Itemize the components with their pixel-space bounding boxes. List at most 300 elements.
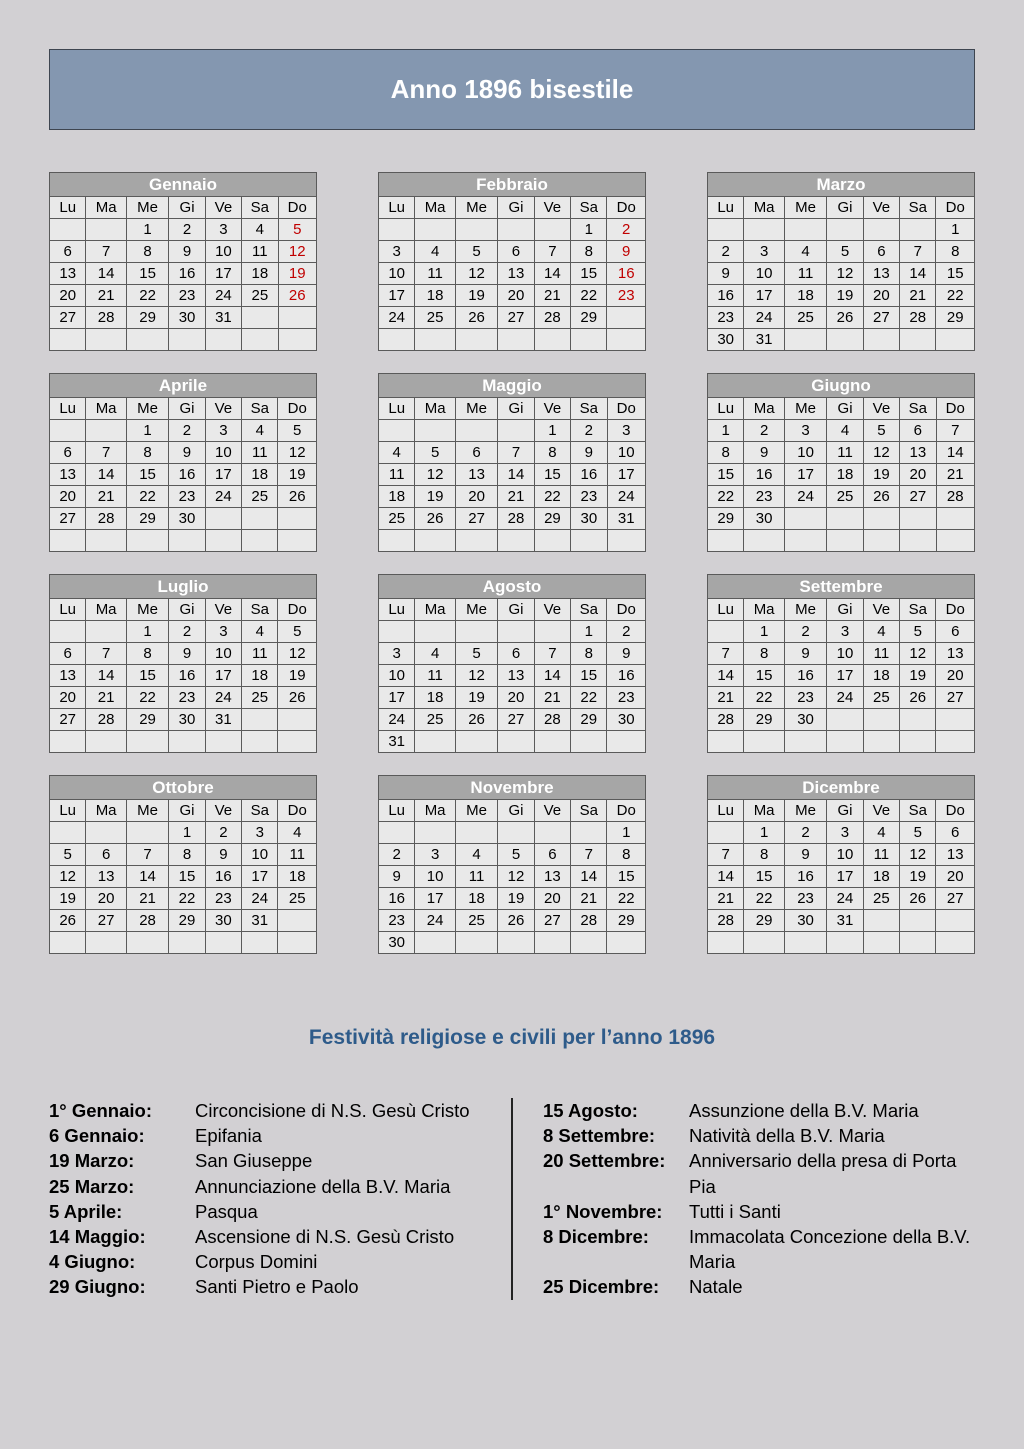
day-cell xyxy=(415,530,455,552)
holidays-heading: Festività religiose e civili per l’anno 1896 xyxy=(308,1026,716,1049)
day-cell: 10 xyxy=(205,643,241,665)
day-cell xyxy=(498,822,534,844)
day-cell: 8 xyxy=(708,442,744,464)
day-cell xyxy=(827,508,863,530)
day-cell xyxy=(936,329,975,351)
weekday-header: Lu xyxy=(50,599,86,621)
day-cell: 15 xyxy=(126,665,168,687)
day-cell: 7 xyxy=(86,241,126,263)
day-cell: 24 xyxy=(205,285,241,307)
weekday-header: Ve xyxy=(205,398,241,420)
day-cell: 11 xyxy=(784,263,826,285)
weekday-header: Gi xyxy=(827,800,863,822)
day-cell xyxy=(784,731,826,753)
day-cell: 13 xyxy=(86,866,126,888)
day-cell: 5 xyxy=(50,844,86,866)
day-cell: 14 xyxy=(86,464,126,486)
calendar-title: Anno 1896 bisestile xyxy=(49,49,975,130)
weekday-header: Ve xyxy=(863,197,899,219)
day-cell: 1 xyxy=(744,822,784,844)
day-cell xyxy=(169,530,205,552)
day-cell xyxy=(242,932,278,954)
day-cell: 19 xyxy=(455,687,497,709)
day-cell: 17 xyxy=(205,263,241,285)
day-cell: 13 xyxy=(455,464,497,486)
day-cell: 3 xyxy=(379,643,415,665)
day-cell xyxy=(534,932,570,954)
day-cell: 25 xyxy=(415,307,455,329)
day-cell: 21 xyxy=(936,464,974,486)
holiday-row xyxy=(49,1274,485,1299)
day-cell xyxy=(827,932,863,954)
day-cell: 28 xyxy=(498,508,534,530)
day-cell: 2 xyxy=(708,241,744,263)
day-cell: 10 xyxy=(379,665,415,687)
day-cell: 30 xyxy=(744,508,784,530)
day-cell: 21 xyxy=(534,687,570,709)
day-cell: 14 xyxy=(936,442,974,464)
weekday-header: Lu xyxy=(708,398,744,420)
day-cell: 6 xyxy=(534,844,570,866)
day-cell: 1 xyxy=(936,219,975,241)
weekday-header: Ma xyxy=(744,398,784,420)
day-cell xyxy=(827,219,863,241)
holiday-name: Anniversario della presa di Porta Pia xyxy=(689,1150,957,1197)
month-table xyxy=(707,574,975,753)
day-cell: 22 xyxy=(126,486,168,508)
holiday-date: 25 Dicembre: xyxy=(543,1276,660,1298)
day-cell xyxy=(607,329,646,351)
day-cell: 28 xyxy=(86,307,126,329)
day-cell: 12 xyxy=(498,866,534,888)
day-cell xyxy=(455,822,497,844)
day-cell xyxy=(50,932,86,954)
day-cell: 20 xyxy=(498,687,534,709)
day-cell xyxy=(278,329,316,351)
day-cell: 26 xyxy=(863,486,899,508)
day-cell: 13 xyxy=(498,665,534,687)
day-cell xyxy=(278,530,317,552)
day-cell: 19 xyxy=(415,486,455,508)
weekday-header: Lu xyxy=(50,800,86,822)
day-cell xyxy=(498,932,534,954)
day-cell: 14 xyxy=(86,263,126,285)
day-cell: 7 xyxy=(86,643,126,665)
month-name: Dicembre xyxy=(708,776,975,800)
day-cell: 11 xyxy=(242,442,278,464)
day-cell: 15 xyxy=(744,665,784,687)
day-cell: 25 xyxy=(863,687,899,709)
day-cell: 27 xyxy=(50,307,86,329)
day-cell: 20 xyxy=(936,866,975,888)
day-cell xyxy=(169,932,205,954)
weekday-header: Me xyxy=(455,599,497,621)
weekday-header: Ma xyxy=(744,197,784,219)
holiday-row xyxy=(49,1098,485,1123)
day-cell xyxy=(379,329,415,351)
weekday-header: Lu xyxy=(379,599,415,621)
day-cell: 26 xyxy=(455,709,497,731)
day-cell: 24 xyxy=(205,687,241,709)
weekday-header: Sa xyxy=(242,398,278,420)
day-cell: 28 xyxy=(936,486,974,508)
weekday-header: Gi xyxy=(169,599,205,621)
day-cell xyxy=(86,219,126,241)
month-name: Febbraio xyxy=(379,173,646,197)
day-cell: 31 xyxy=(827,910,863,932)
day-cell xyxy=(708,822,744,844)
day-cell: 23 xyxy=(169,285,205,307)
holiday-date: 14 Maggio: xyxy=(49,1226,146,1248)
day-cell: 1 xyxy=(169,822,205,844)
day-cell: 20 xyxy=(455,486,497,508)
day-cell xyxy=(900,910,936,932)
day-cell: 23 xyxy=(169,687,205,709)
day-cell: 22 xyxy=(744,888,784,910)
day-cell: 29 xyxy=(534,508,570,530)
day-cell: 19 xyxy=(498,888,534,910)
day-cell xyxy=(278,932,317,954)
day-cell: 19 xyxy=(50,888,86,910)
day-cell: 24 xyxy=(415,910,455,932)
day-cell: 2 xyxy=(169,621,205,643)
day-cell xyxy=(534,621,570,643)
day-cell: 31 xyxy=(242,910,278,932)
day-cell: 29 xyxy=(936,307,975,329)
day-cell: 24 xyxy=(379,709,415,731)
day-cell: 5 xyxy=(415,442,455,464)
day-cell xyxy=(534,822,570,844)
weekday-header: Gi xyxy=(169,800,205,822)
day-cell: 9 xyxy=(607,241,646,263)
day-cell: 4 xyxy=(379,442,415,464)
day-cell: 11 xyxy=(415,665,455,687)
day-cell: 22 xyxy=(534,486,570,508)
weekday-header: Me xyxy=(126,197,168,219)
month-table xyxy=(49,574,317,753)
day-cell: 13 xyxy=(863,263,899,285)
holiday-row xyxy=(49,1148,485,1173)
day-cell: 26 xyxy=(50,910,86,932)
day-cell xyxy=(379,420,415,442)
month-table xyxy=(378,172,646,351)
day-cell: 4 xyxy=(415,643,455,665)
day-cell: 25 xyxy=(379,508,415,530)
weekday-header: Do xyxy=(607,197,646,219)
day-cell: 18 xyxy=(242,464,278,486)
day-cell: 22 xyxy=(936,285,975,307)
weekday-header: Ma xyxy=(415,599,455,621)
weekday-header: Lu xyxy=(708,197,744,219)
day-cell: 5 xyxy=(827,241,863,263)
day-cell: 21 xyxy=(708,888,744,910)
day-cell: 18 xyxy=(415,687,455,709)
day-cell: 11 xyxy=(863,844,899,866)
day-cell: 26 xyxy=(415,508,455,530)
day-cell: 1 xyxy=(126,420,168,442)
day-cell: 22 xyxy=(571,285,607,307)
day-cell xyxy=(863,530,899,552)
day-cell xyxy=(784,530,826,552)
day-cell: 17 xyxy=(242,866,278,888)
day-cell xyxy=(379,621,415,643)
day-cell: 11 xyxy=(415,263,455,285)
day-cell: 10 xyxy=(205,241,241,263)
weekday-header: Me xyxy=(784,800,826,822)
day-cell: 16 xyxy=(169,263,205,285)
day-cell: 19 xyxy=(863,464,899,486)
day-cell: 14 xyxy=(534,263,570,285)
day-cell: 12 xyxy=(455,665,497,687)
day-cell: 9 xyxy=(169,643,205,665)
day-cell: 25 xyxy=(827,486,863,508)
day-cell: 4 xyxy=(242,219,278,241)
day-cell: 30 xyxy=(784,910,826,932)
day-cell xyxy=(827,731,863,753)
day-cell: 6 xyxy=(50,442,86,464)
weekday-header: Me xyxy=(784,599,826,621)
day-cell: 21 xyxy=(86,285,126,307)
day-cell: 17 xyxy=(784,464,826,486)
day-cell xyxy=(708,219,744,241)
holiday-date: 1° Gennaio: xyxy=(49,1100,152,1121)
day-cell: 6 xyxy=(936,822,975,844)
day-cell: 24 xyxy=(242,888,278,910)
day-cell: 21 xyxy=(498,486,534,508)
day-cell xyxy=(455,329,497,351)
weekday-header: Lu xyxy=(379,398,415,420)
day-cell: 6 xyxy=(900,420,936,442)
day-cell xyxy=(863,219,899,241)
day-cell: 28 xyxy=(708,709,744,731)
month-name: Ottobre xyxy=(50,776,317,800)
day-cell: 14 xyxy=(534,665,570,687)
day-cell: 4 xyxy=(827,420,863,442)
day-cell: 9 xyxy=(744,442,784,464)
day-cell xyxy=(708,932,744,954)
day-cell xyxy=(708,621,744,643)
holiday-name: Natale xyxy=(689,1276,743,1298)
month-table xyxy=(378,574,646,753)
day-cell xyxy=(455,621,497,643)
weekday-header: Lu xyxy=(50,197,86,219)
day-cell: 11 xyxy=(278,844,317,866)
day-cell xyxy=(126,731,168,753)
day-cell: 23 xyxy=(571,486,607,508)
holiday-row xyxy=(543,1148,979,1198)
day-cell: 21 xyxy=(708,687,744,709)
day-cell: 19 xyxy=(455,285,497,307)
day-cell: 7 xyxy=(534,241,570,263)
day-cell: 9 xyxy=(571,442,607,464)
day-cell: 15 xyxy=(936,263,975,285)
holiday-name: San Giuseppe xyxy=(195,1150,313,1172)
day-cell: 4 xyxy=(242,621,278,643)
day-cell: 9 xyxy=(169,241,205,263)
weekday-header: Gi xyxy=(169,197,205,219)
day-cell: 23 xyxy=(379,910,415,932)
day-cell: 16 xyxy=(169,464,205,486)
day-cell: 28 xyxy=(534,307,570,329)
day-cell: 17 xyxy=(379,687,415,709)
day-cell: 26 xyxy=(900,888,936,910)
day-cell: 9 xyxy=(784,643,826,665)
day-cell: 27 xyxy=(498,307,534,329)
weekday-header: Me xyxy=(126,398,168,420)
day-cell: 21 xyxy=(126,888,168,910)
day-cell: 1 xyxy=(126,219,168,241)
day-cell: 29 xyxy=(607,910,646,932)
holiday-row xyxy=(49,1199,485,1224)
day-cell: 20 xyxy=(86,888,126,910)
day-cell: 13 xyxy=(900,442,936,464)
day-cell xyxy=(242,329,278,351)
day-cell: 5 xyxy=(455,643,497,665)
day-cell: 10 xyxy=(205,442,241,464)
day-cell: 22 xyxy=(126,285,168,307)
day-cell: 30 xyxy=(607,709,646,731)
holiday-name: Pasqua xyxy=(195,1200,258,1222)
day-cell: 24 xyxy=(744,307,784,329)
day-cell: 14 xyxy=(126,866,168,888)
weekday-header: Do xyxy=(278,599,317,621)
day-cell: 29 xyxy=(126,307,168,329)
day-cell: 1 xyxy=(571,219,607,241)
day-cell: 25 xyxy=(784,307,826,329)
day-cell: 15 xyxy=(126,263,168,285)
month-table xyxy=(707,373,975,552)
holiday-name: Ascensione di N.S. Gesù Cristo xyxy=(195,1226,455,1248)
day-cell xyxy=(744,932,784,954)
day-cell xyxy=(86,932,126,954)
day-cell: 23 xyxy=(607,687,646,709)
day-cell: 4 xyxy=(863,822,899,844)
day-cell: 17 xyxy=(205,464,241,486)
weekday-header: Sa xyxy=(900,599,936,621)
day-cell: 23 xyxy=(784,888,826,910)
holiday-date: 8 Settembre: xyxy=(543,1125,656,1147)
day-cell xyxy=(50,731,86,753)
day-cell xyxy=(534,731,570,753)
weekday-header: Sa xyxy=(242,599,278,621)
holiday-name: Assunzione della B.V. Maria xyxy=(689,1100,919,1121)
day-cell: 18 xyxy=(827,464,863,486)
weekday-header: Lu xyxy=(379,800,415,822)
day-cell: 4 xyxy=(415,241,455,263)
weekday-header: Ma xyxy=(744,599,784,621)
day-cell: 22 xyxy=(744,687,784,709)
day-cell: 4 xyxy=(278,822,317,844)
holiday-row xyxy=(543,1274,979,1299)
day-cell: 30 xyxy=(571,508,607,530)
day-cell: 11 xyxy=(455,866,497,888)
day-cell: 30 xyxy=(708,329,744,351)
day-cell: 28 xyxy=(126,910,168,932)
day-cell: 26 xyxy=(278,486,317,508)
day-cell: 30 xyxy=(169,709,205,731)
day-cell: 19 xyxy=(278,665,317,687)
day-cell xyxy=(571,329,607,351)
day-cell xyxy=(498,329,534,351)
day-cell: 5 xyxy=(498,844,534,866)
weekday-header: Me xyxy=(126,599,168,621)
day-cell: 16 xyxy=(607,263,646,285)
holiday-date: 20 Settembre: xyxy=(543,1150,666,1172)
day-cell: 8 xyxy=(126,643,168,665)
day-cell: 7 xyxy=(708,844,744,866)
weekday-header: Me xyxy=(455,800,497,822)
day-cell xyxy=(900,329,936,351)
weekday-header: Lu xyxy=(50,398,86,420)
day-cell xyxy=(169,731,205,753)
day-cell: 27 xyxy=(936,888,975,910)
holiday-date: 25 Marzo: xyxy=(49,1175,135,1197)
day-cell xyxy=(784,508,826,530)
day-cell: 23 xyxy=(205,888,241,910)
day-cell: 21 xyxy=(900,285,936,307)
day-cell xyxy=(455,219,497,241)
day-cell: 3 xyxy=(744,241,784,263)
weekday-header: Sa xyxy=(571,398,607,420)
holiday-name: Annunciazione della B.V. Maria xyxy=(195,1175,451,1197)
day-cell xyxy=(50,219,86,241)
day-cell: 17 xyxy=(205,665,241,687)
month-table xyxy=(378,775,646,954)
month-name: Novembre xyxy=(379,776,646,800)
weekday-header: Gi xyxy=(498,800,534,822)
day-cell xyxy=(863,329,899,351)
day-cell: 8 xyxy=(744,844,784,866)
day-cell: 24 xyxy=(205,486,241,508)
day-cell xyxy=(498,420,534,442)
day-cell: 9 xyxy=(784,844,826,866)
day-cell: 25 xyxy=(863,888,899,910)
day-cell: 18 xyxy=(784,285,826,307)
day-cell: 27 xyxy=(863,307,899,329)
day-cell: 16 xyxy=(205,866,241,888)
day-cell: 12 xyxy=(900,844,936,866)
weekday-header: Ma xyxy=(415,800,455,822)
day-cell: 12 xyxy=(415,464,455,486)
holiday-date: 1° Novembre: xyxy=(543,1200,663,1222)
day-cell xyxy=(863,932,899,954)
day-cell: 27 xyxy=(534,910,570,932)
holiday-date: 29 Giugno: xyxy=(49,1276,146,1298)
day-cell: 6 xyxy=(863,241,899,263)
holiday-date: 19 Marzo: xyxy=(49,1150,135,1172)
day-cell: 21 xyxy=(534,285,570,307)
day-cell: 16 xyxy=(744,464,784,486)
day-cell: 22 xyxy=(708,486,744,508)
day-cell: 31 xyxy=(744,329,784,351)
day-cell: 6 xyxy=(86,844,126,866)
day-cell xyxy=(827,329,863,351)
day-cell: 3 xyxy=(415,844,455,866)
day-cell: 7 xyxy=(708,643,744,665)
day-cell xyxy=(86,329,126,351)
day-cell xyxy=(498,621,534,643)
day-cell: 5 xyxy=(863,420,899,442)
day-cell: 11 xyxy=(242,643,278,665)
day-cell: 30 xyxy=(169,508,205,530)
day-cell: 3 xyxy=(205,219,241,241)
day-cell: 18 xyxy=(863,665,899,687)
day-cell: 15 xyxy=(744,866,784,888)
day-cell xyxy=(863,709,899,731)
day-cell xyxy=(863,910,899,932)
day-cell xyxy=(169,329,205,351)
day-cell xyxy=(278,508,317,530)
